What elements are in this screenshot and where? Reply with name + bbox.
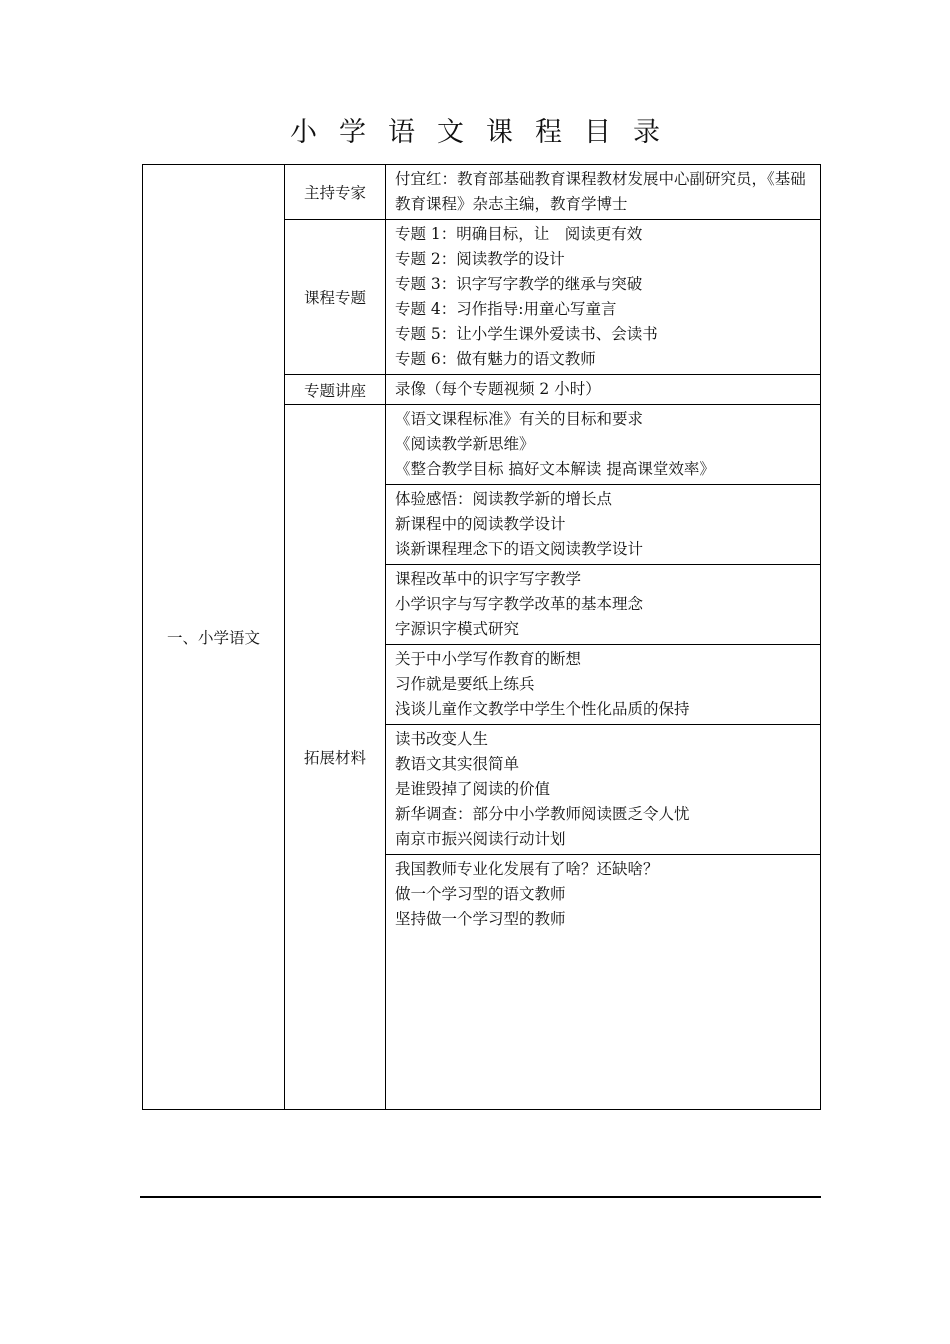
footer-rule (140, 1196, 821, 1198)
materials-group (386, 855, 821, 1110)
list-item: 做一个学习型的语文教师 (395, 885, 566, 903)
subject-cell: 一、小学语文 (143, 165, 285, 1110)
list-item: 是谁毁掉了阅读的价值 (395, 780, 551, 798)
list-item: 专题 2：阅读教学的设计 (395, 250, 565, 268)
list-item: 教语文其实很简单 (395, 755, 520, 773)
materials-group (386, 405, 821, 485)
list-item: 专题 4：习作指导:用童心写童言 (395, 300, 617, 318)
list-item: 专题 1：明确目标，让 阅读更有效 (395, 225, 643, 243)
list-item: 坚持做一个学习型的教师 (395, 910, 566, 928)
list-item: 小学识字与写字教学改革的基本理念 (395, 595, 644, 613)
list-item: 体验感悟：阅读教学新的增长点 (395, 490, 613, 508)
lecture-content (386, 375, 821, 405)
list-item: 我国教师专业化发展有了啥？还缺啥？ (395, 860, 659, 878)
materials-group (386, 565, 821, 645)
list-item: 关于中小学写作教育的断想 (395, 650, 582, 668)
topics-content (386, 220, 821, 375)
materials-group (386, 645, 821, 725)
materials-group (386, 725, 821, 855)
lecture-label: 专题讲座 (285, 375, 386, 405)
host-content (386, 165, 821, 220)
host-label: 主持专家 (285, 165, 386, 220)
list-item: 新课程中的阅读教学设计 (395, 515, 566, 533)
table-row (143, 165, 821, 220)
list-item: 课程改革中的识字写字教学 (395, 570, 582, 588)
list-item: 浅谈儿童作文教学中学生个性化品质的保持 (395, 700, 690, 718)
materials-label: 拓展材料 (285, 405, 386, 1110)
list-item: 南京市振兴阅读行动计划 (395, 830, 566, 848)
materials-group (386, 485, 821, 565)
list-item: 《整合教学目标 搞好文本解读 提高课堂效率》 (395, 460, 715, 478)
topics-label: 课程专题 (285, 220, 386, 375)
page-title: 小学语文课程目录 (290, 117, 682, 148)
host-text: 付宜红：教育部基础教育课程教材发展中心副研究员，《基础教育课程》杂志主编，教育学博士 (395, 170, 806, 213)
list-item: 专题 6：做有魅力的语文教师 (395, 350, 596, 368)
list-item: 读书改变人生 (395, 730, 489, 748)
list-item: 习作就是要纸上练兵 (395, 675, 535, 693)
list-item: 谈新课程理念下的语文阅读教学设计 (395, 540, 644, 558)
list-item: 字源识字模式研究 (395, 620, 520, 638)
course-catalog-table (142, 164, 821, 1110)
list-item: 《语文课程标准》有关的目标和要求 (395, 410, 644, 428)
list-item: 录像（每个专题视频 2 小时） (395, 380, 601, 398)
list-item: 专题 3：识字写字教学的继承与突破 (395, 275, 643, 293)
list-item: 新华调查：部分中小学教师阅读匮乏令人忧 (395, 805, 690, 823)
list-item: 专题 5：让小学生课外爱读书、会读书 (395, 325, 658, 343)
list-item: 《阅读教学新思维》 (395, 435, 535, 453)
